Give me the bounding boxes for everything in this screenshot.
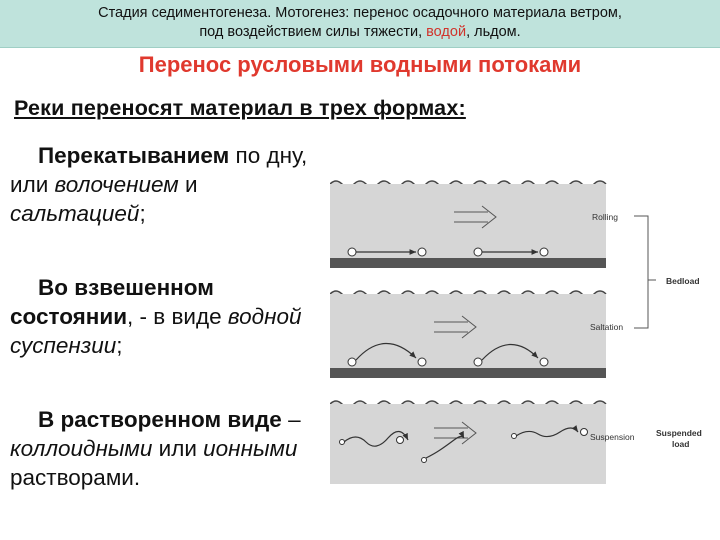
item-dissolved xyxy=(10,405,330,492)
slide-subtitle: Перенос русловыми водными потоками xyxy=(138,52,582,77)
grain xyxy=(422,458,427,463)
item-rolling-bold: Перекатыванием xyxy=(38,143,230,168)
item-dissolved-bold: В растворенном виде xyxy=(38,407,282,432)
label-bedload: Bedload xyxy=(666,276,700,286)
item-suspension-t1: , - в виде xyxy=(127,304,228,329)
label-suspension: Suspension xyxy=(590,432,635,442)
item-dissolved-i1: коллоидными xyxy=(10,436,153,461)
grain xyxy=(581,429,588,436)
grain xyxy=(540,248,548,256)
slide-header xyxy=(0,0,720,48)
water-body xyxy=(330,294,606,368)
water-body xyxy=(330,404,606,484)
river-bed xyxy=(330,258,606,268)
item-suspension-t2: ; xyxy=(116,333,123,358)
item-suspension xyxy=(10,273,330,360)
item-rolling-t3: ; xyxy=(139,201,146,226)
bedload-bracket xyxy=(634,216,656,328)
header-line-2-start: под воздействием силы тяжести, xyxy=(199,24,427,40)
label-saltation: Saltation xyxy=(590,322,624,332)
item-suspension-i1: водной суспензии xyxy=(10,304,302,358)
header-highlight: водой xyxy=(426,24,467,40)
grain xyxy=(340,440,345,445)
panel-saltation xyxy=(330,291,606,378)
label-suspended-load-2: load xyxy=(672,439,690,449)
item-dissolved-t3: растворами. xyxy=(10,465,141,490)
label-suspended-load-1: Suspended xyxy=(656,428,702,438)
label-rolling: Rolling xyxy=(592,212,618,222)
item-dissolved-t1: – xyxy=(281,407,301,432)
grain xyxy=(474,248,482,256)
header-line-2-end: , льдом. xyxy=(466,24,521,40)
item-suspension-bold: Во взвешенном состоянии xyxy=(10,275,214,329)
grain xyxy=(474,358,482,366)
grain xyxy=(418,358,426,366)
water-body xyxy=(330,184,606,258)
item-rolling-i2: сальтацией xyxy=(10,201,140,226)
river-bed xyxy=(330,368,606,378)
item-rolling xyxy=(10,141,330,228)
grain xyxy=(348,358,356,366)
item-rolling-t2: и xyxy=(178,172,198,197)
grain xyxy=(540,358,548,366)
grain xyxy=(397,437,404,444)
grain xyxy=(348,248,356,256)
grain xyxy=(418,248,426,256)
grain xyxy=(512,434,517,439)
panel-rolling xyxy=(330,181,606,268)
transport-diagram xyxy=(330,168,720,498)
panel-suspension xyxy=(330,401,606,484)
header-line-2 xyxy=(0,23,720,42)
item-rolling-i1: волочением xyxy=(54,172,179,197)
header-line-1: Стадия седиментогенеза. Мотогенез: перенос осадочного материала ветром, xyxy=(98,5,622,21)
item-dissolved-i2: ионными xyxy=(203,436,298,461)
lead-text: Реки переносят материал в трех формах: xyxy=(14,96,466,120)
item-rolling-t1: по дну, или xyxy=(10,143,308,197)
item-dissolved-t2: или xyxy=(152,436,204,461)
